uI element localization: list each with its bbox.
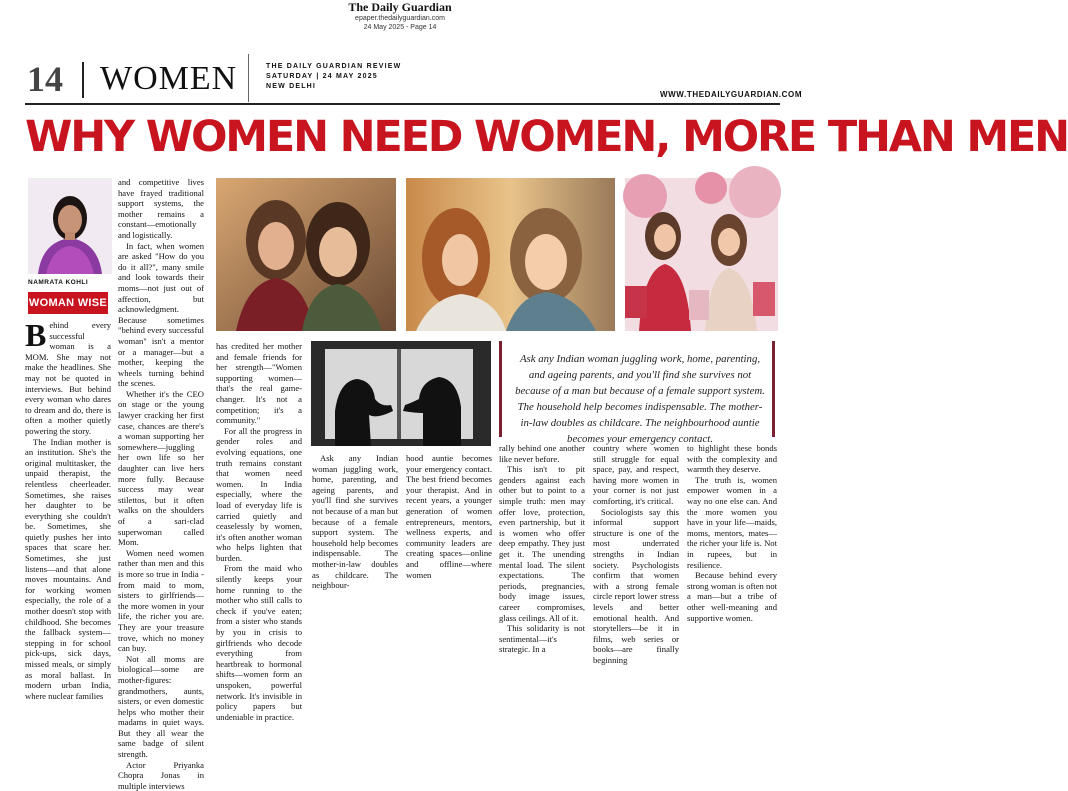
paragraph: The Indian mother is an institution. She's the original multitasker, the unpaid therapist, the relentless cheerleader. Sometimes, she raises her daughter to be everything she couldn't be. Sometimes, she quietly pushes her into spaces that scare her. Sometimes, she just listens—and that alone moves mountains. And for working women especially, the role of a mother doesn't stop with childhood. She becomes the fallback system—stepping in for school pick-ups, sick days, missed meals, or simply as moral ballast. In modern urban India, where nuclear families <box>25 436 111 701</box>
edition-date: SATURDAY | 24 MAY 2025 <box>266 73 378 80</box>
article-column-1 <box>25 317 111 701</box>
masthead <box>0 0 800 36</box>
headline: WHY WOMEN NEED WOMEN, MORE THAN MEN <box>25 112 1068 162</box>
masthead-url <box>0 14 800 32</box>
paragraph: The truth is, women empower women in a way no one else can. And the more women you have in your life—maids, moms, mentors, mates—the richer your life is. Not in rupees, but in resilience. <box>687 474 777 570</box>
paragraph: From the maid who silently keeps your home running to the mother who still calls to check if you've eaten; from a sister who stands by you in crisis to girlfriends who decode everything from heartbreak to hormonal shifts—women form an unspoken, powerful network. It's invisible in policy papers but undeniable in practice. <box>216 563 302 722</box>
two-women-smiling-photo <box>216 178 396 331</box>
paragraph: country where women still struggle for equal space, pay, and respect, having more women in your corner is not just comforting, it's critical. <box>593 443 679 506</box>
author-name: NAMRATA KOHLI <box>28 279 89 286</box>
lead-paragraph <box>25 317 111 437</box>
paragraph: Women need women rather than men and this is more so true in India - from maid to mom, sisters to girlfriends—the more women in your life, the richer you are. They are your treasure trove, which no money can buy. <box>118 547 204 654</box>
author-portrait-icon <box>28 178 112 274</box>
article-column-2 <box>118 177 204 791</box>
paragraph: In fact, when women are asked "How do you do it all?", many smile and look towards their moms—not just out of affection, but acknowledgment. Because sometimes "behind every successful woman" isn't a mentor or a manager—but a mother, keeping the wheels turning behind the scenes. <box>118 240 204 389</box>
lead-text: ehind every successful woman is a MOM. She may not make the headlines. She may not be quoted in interviews. But behind every woman who dares to dream and do, there is often a mother quietly powering the story. <box>25 320 111 436</box>
page-number: 14 <box>27 59 63 99</box>
paragraph: For all the progress in gender roles and evolving equations, one truth remains constant that women need women. In India especially, where the load of everyday life is carried quietly and ceaselessly by women, it's often another woman who helps lighten that burden. <box>216 425 302 563</box>
paragraph: rally behind one another like never before. <box>499 443 585 464</box>
edition-info <box>266 62 401 92</box>
woman-laughing-photo <box>406 178 615 331</box>
silhouette-image-icon <box>311 341 491 446</box>
header-divider <box>82 62 84 98</box>
paragraph: Actor Priyanka Chopra Jonas in multiple interviews <box>118 759 204 791</box>
edition-city: NEW DELHI <box>266 83 317 90</box>
pull-quote <box>499 341 775 445</box>
paragraph: Whether it's the CEO on stage or the young lawyer cracking her first case, chances are there's a woman supporting her somewhere—juggling her own life so her daughter can live hers more fully. Because success may wear stilettos, but it often walks on the shoulders of a sari-clad superwoman called Mom. <box>118 388 204 548</box>
website-link[interactable]: WWW.THEDAILYGUARDIAN.COM <box>660 90 803 99</box>
woman-laughing-image-icon <box>406 178 615 331</box>
drop-cap: B <box>25 317 47 353</box>
header-separator <box>248 54 249 102</box>
paragraph: This isn't to pit genders against each other but to point to a simple truth: men may offer love, protection, even partnership, but it is women who offer deep empathy. They just get it. The unending mental load. The silent expectations. The periods, pregnancies, body image issues, career compromises, glass ceilings. All of it. <box>499 464 585 623</box>
women-shopping-image-icon <box>625 178 778 331</box>
article-column-7 <box>593 443 679 665</box>
column-badge: WOMAN WISE <box>28 292 108 314</box>
article-column-3 <box>216 341 302 722</box>
paragraph: has credited her mother and female friends for her strength—"Women supporting women—that's the real game-changer. It's not a competition; it's a community." <box>216 341 302 426</box>
paragraph: Because behind every strong woman is often not a man—but a tribe of other well-meaning and supportive women. <box>687 570 777 623</box>
article-column-4 <box>312 453 398 597</box>
two-women-image-icon <box>216 178 396 331</box>
masthead-title: The Daily Guardian <box>348 0 452 14</box>
pull-quote-text: Ask any Indian woman juggling work, home, parenting, and ageing parents, and you'll find she survives not because of a man but because of a female support system. The household help becomes indispensable. The mother-in-law doubles as childcare. The neighbourhood auntie becomes your emergency contact. <box>515 353 765 445</box>
author-photo <box>28 178 112 274</box>
paragraph: Not all moms are biological—some are mother-figures: grandmothers, aunts, sisters, or even domestic helps who mother their madams in quiet ways. But they all wear the same badge of silent strength. <box>118 653 204 760</box>
paragraph: Ask any Indian woman juggling work, home, parenting, and ageing parents, and you'll find she survives not because of a man but because of a female support system. The household help becomes indispensable. The mother-in-law doubles as childcare. The neighbour- <box>312 453 398 591</box>
masthead-url-text[interactable]: epaper.thedailyguardian.com <box>355 15 445 22</box>
header-rule <box>25 103 780 105</box>
paragraph: Sociologists say this informal support structure is one of the most underrated strengths in Indian society. Psychologists confirm that women with a strong female circle report lower stress levels and better emotional health. And storytellers—be it in films, web series or books—are finally beginning <box>593 506 679 665</box>
paragraph: and competitive lives have frayed traditional support systems, the mother remains a constant—emotionally and logistically. <box>118 177 204 240</box>
article-column-5 <box>406 453 492 597</box>
women-shopping-photo <box>625 178 778 331</box>
paragraph: to highlight these bonds with the complexity and warmth they deserve. <box>687 443 777 475</box>
article-column-8 <box>687 443 777 623</box>
paragraph: hood auntie becomes your emergency contact. The best friend becomes your therapist. And in recent years, a younger generation of women entrepreneurs, mentors, wellness experts, and community leaders are creating spaces—online and offline—where women <box>406 453 492 580</box>
section-title: WOMEN <box>100 60 238 97</box>
edition-name: THE DAILY GUARDIAN REVIEW <box>266 63 402 70</box>
silhouette-window-photo <box>311 341 491 446</box>
article-column-6 <box>499 443 585 655</box>
paragraph: This solidarity is not sentimental—it's strategic. In a <box>499 623 585 655</box>
masthead-date: 24 May 2025 - Page 14 <box>363 24 437 31</box>
